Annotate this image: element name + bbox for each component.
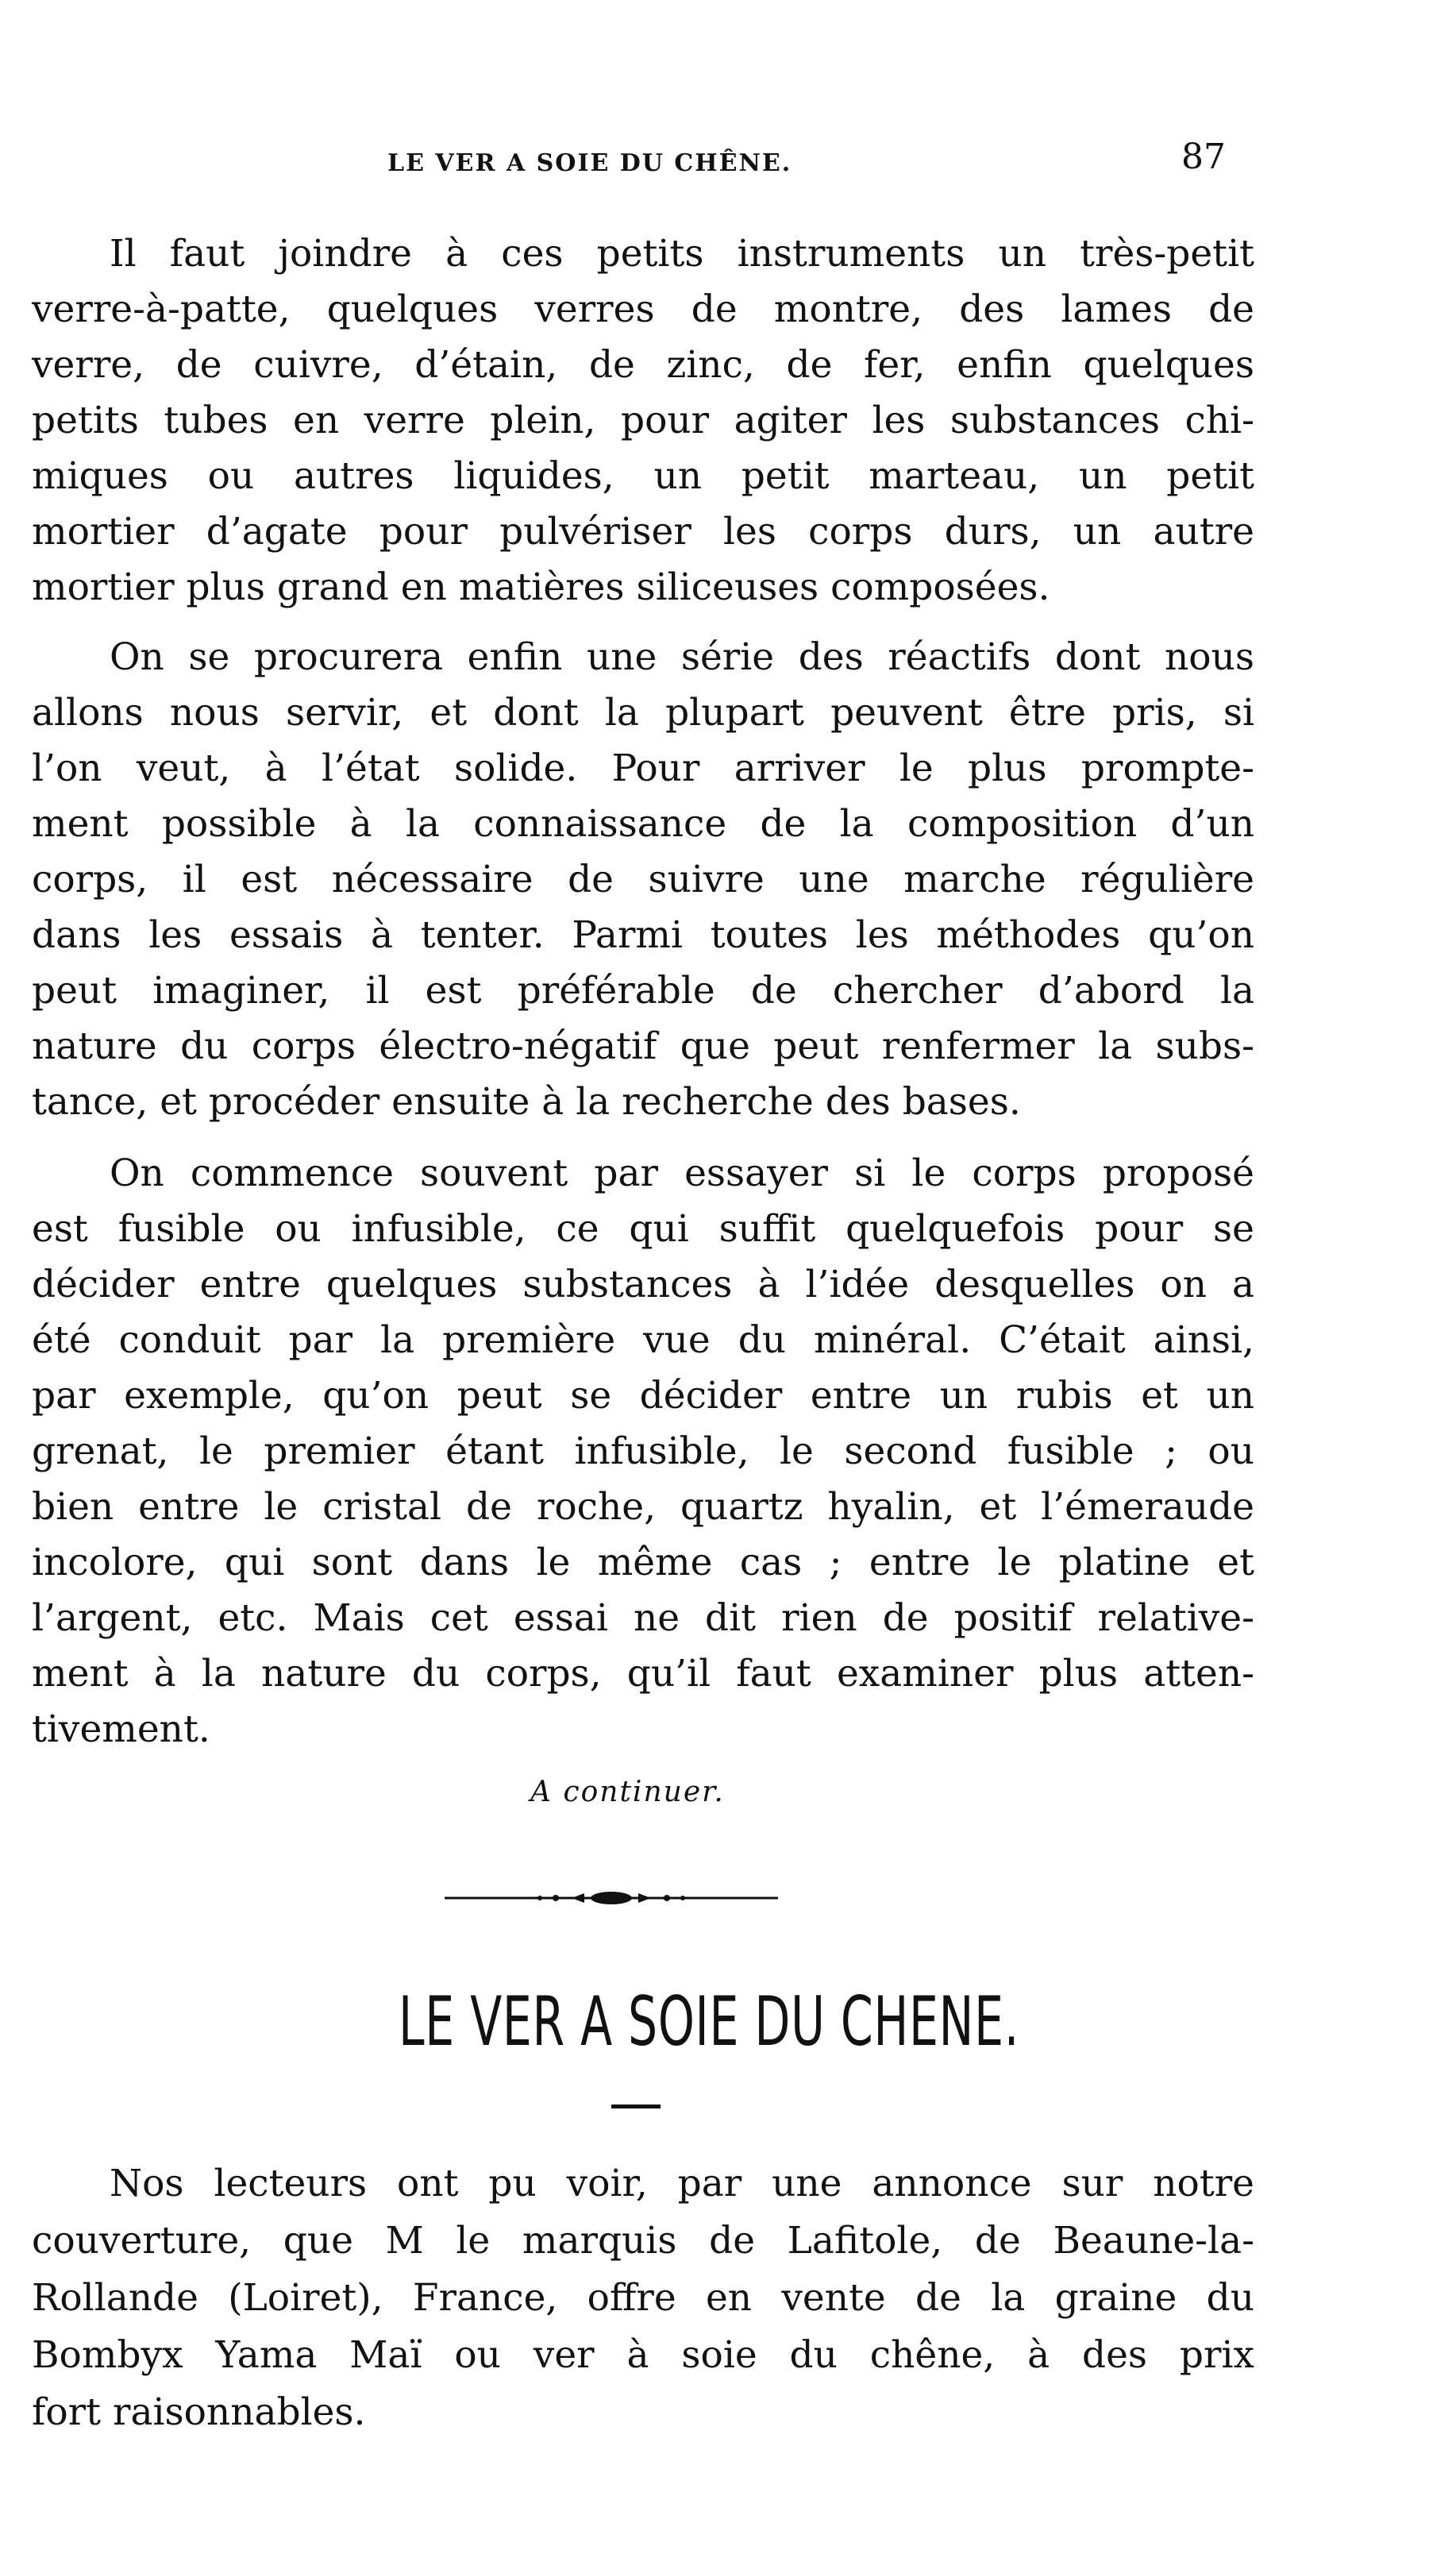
text-line: mortier d’agate pour pulvériser les corps durs, un autre [32,510,1254,554]
text-line: par exemple, qu’on peut se décider entre un rubis et un [32,1374,1254,1418]
text-line: incolore, qui sont dans le même cas ; entre le platine et [32,1541,1254,1584]
text-line: dans les essais à tenter. Parmi toutes les méthodes qu’on [32,913,1254,957]
text-line: couverture, que M le marquis de Lafitole, de Beaune-la- [32,2219,1254,2263]
text-line: tivement. [32,1707,210,1751]
text-line: grenat, le premier étant infusible, le second fusible ; ou [32,1429,1254,1473]
text-line: Rollande (Loiret), France, offre en vente de la graine du [32,2276,1254,2320]
text-line: On se procurera enfin une série des réactifs dont nous [110,635,1254,679]
title-rule [611,2105,661,2108]
text-line: corps, il est nécessaire de suivre une marche régulière [32,858,1254,901]
continuation-note: A continuer. [530,1776,725,1808]
text-line: bien entre le cristal de roche, quartz hyalin, et l’émeraude [32,1485,1254,1529]
text-line: Nos lecteurs ont pu voir, par une annonce sur notre [110,2162,1254,2205]
article-title: LE VER A SOIE DU CHENE. [399,1982,1019,2062]
ornamental-divider [445,1888,778,1908]
text-line: fort raisonnables. [32,2390,366,2434]
running-head: LE VER A SOIE DU CHÊNE. [387,149,792,177]
text-line: allons nous servir, et dont la plupart peuvent être pris, si [32,691,1254,735]
text-line: mortier plus grand en matières siliceuses composées. [32,565,1050,609]
text-line: verre, de cuivre, d’étain, de zinc, de fer, enfin quelques [32,343,1254,387]
text-line: ment possible à la connaissance de la composition d’un [32,802,1254,846]
text-line: peut imaginer, il est préférable de chercher d’abord la [32,969,1254,1013]
text-line: Bombyx Yama Maï ou ver à soie du chêne, à des prix [32,2333,1254,2377]
text-line: nature du corps électro-négatif que peut renfermer la subs- [32,1024,1254,1068]
page-number: 87 [1181,137,1226,177]
text-line: miques ou autres liquides, un petit marteau, un petit [32,454,1254,498]
text-line: l’on veut, à l’état solide. Pour arriver le plus prompte- [32,747,1254,790]
text-line: ment à la nature du corps, qu’il faut examiner plus atten- [32,1652,1254,1696]
text-line: été conduit par la première vue du minéral. C’était ainsi, [32,1318,1254,1362]
text-line: tance, et procéder ensuite à la recherche des bases. [32,1080,1021,1124]
text-line: l’argent, etc. Mais cet essai ne dit rien de positif relative- [32,1596,1254,1640]
text-line: petits tubes en verre plein, pour agiter les substances chi- [32,399,1254,442]
text-line: Il faut joindre à ces petits instruments un très-petit [110,232,1254,276]
text-line: est fusible ou infusible, ce qui suffit quelquefois pour se [32,1207,1254,1251]
text-line: verre-à-patte, quelques verres de montre, des lames de [32,287,1254,331]
text-line: décider entre quelques substances à l’idée desquelles on a [32,1263,1254,1306]
text-line: On commence souvent par essayer si le corps proposé [110,1152,1254,1195]
